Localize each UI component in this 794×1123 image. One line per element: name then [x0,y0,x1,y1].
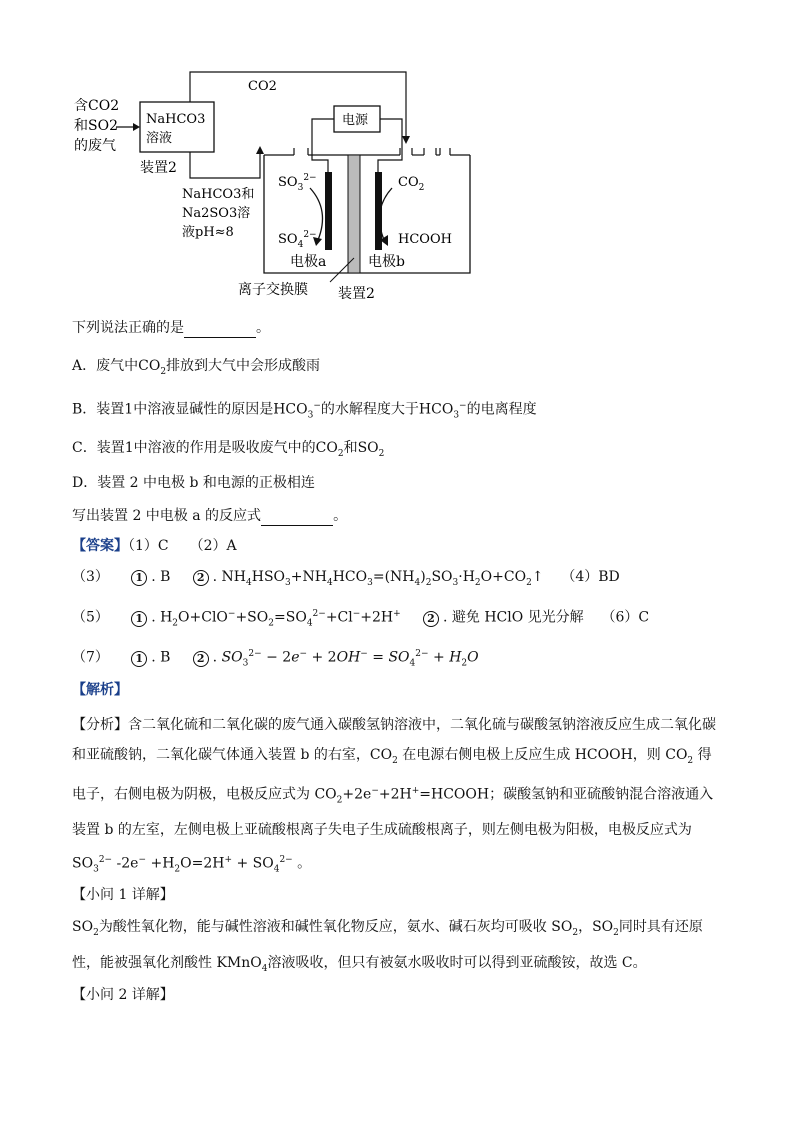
so3-label: $SO_3^{2-}$ [278,173,317,193]
waste-gas-label-3: 的废气 [74,138,116,154]
option-c: C．装置1中溶液的作用是吸收废气中的$CO_2$和$SO_2$ [72,440,385,459]
mix-label-3: 液pH≈8 [182,225,234,240]
waste-gas-label-1: 含CO2 [74,98,120,114]
electrode-a-label: 电极a [290,254,327,270]
answer-label: 【答案】 [72,538,128,554]
electrolysis-diagram [60,60,500,305]
so4-label: $SO_4^{2-}$ [278,230,317,250]
box-label-2: 溶液 [146,131,173,146]
device-label-bottom: 装置2 [338,286,375,302]
answer-line-4: （7） 1 . B 2 . $SO_3^{2-} - 2e^- + 2OH^- = SO_4^{2-} + H_2O$ [72,649,479,669]
hcooh-label: HCOOH [398,232,452,247]
waste-gas-label-2: 和SO2 [74,118,118,134]
box-label-1: NaHCO3 [146,112,206,127]
membrane-label: 离子交换膜 [238,282,308,298]
question-prompt: 下列说法正确的是 。 [72,320,270,336]
answer-line-2: （3） 1 . B 2 . $NH_4HSO_3+NH_4HCO_3=(NH_4)_2SO_3\cdot H_2O+CO_2↑$ （4）BD [72,569,620,588]
mix-label-2: Na2SO3溶 [182,206,251,221]
option-d: D．装置 2 中电极 b 和电源的正极相连 [72,475,315,491]
analysis-paragraph-2: $SO_2$为酸性氧化物，能与碱性溶液和碱性氧化物反应，氨水、碱石灰均可吸收 $SO_2$，$SO_2$同时具有还原性，能被强氧化剂酸性 KMnO$_4$溶液吸收，但只有被氨水吸收时可以得到亚硫酸铵，故选 C。 [72,919,703,974]
power-source-label: 电源 [342,113,369,128]
ion-exchange-membrane [348,155,360,273]
answer-line-1: 【答案】（1）C （2）A [72,538,237,554]
analysis-label: 【解析】 [72,682,128,698]
co2-top-label: CO2 [248,79,277,94]
mix-label-1: NaHCO3和 [182,187,255,202]
analysis-paragraph-1: 【分析】含二氧化硫和二氧化碳的废气通入碳酸氢钠溶液中，二氧化硫与碳酸氢钠溶液反应生成二氧化碳和亚硫酸钠，二氧化碳气体通入装置 b 的右室，$CO_2$ 在电源右侧电极上反应生成 HCOOH，则 $CO_2$ 得电子，右侧电极为阴极，电极反应式为 $CO_2+2e^-+2H^+=HCOOH$；碳酸氢钠和亚硫酸钠混合溶液通入装置 b 的左室，左侧电极上亚硫酸根离子失电子生成硫酸根离子，则左侧电极为阳极，电极反应式为 $SO_3^{2-}$ $-2e^- +H_2O=2H^+ + SO_4^{2-}$ 。 [72,717,716,875]
option-b: B．装置1中溶液显碱性的原因是$HCO_3^-$的水解程度大于$HCO_3^-$的电离程度 [72,401,537,421]
option-a: A．废气中$CO_2$排放到大气中会形成酸雨 [72,358,321,377]
device-label-left: 装置2 [140,160,177,176]
electrode-a [325,172,332,250]
subquestion-2-heading: 【小问 2 详解】 [72,987,174,1003]
electrode-b-label: 电极b [368,254,405,270]
answer-line-3: （5） 1 . $H_2O+ClO^-+SO_2=SO_4^{2-}+Cl^-+2H^+$ 2 . 避免 HClO 见光分解 （6）C [72,609,650,629]
co2-right-label: $CO_2$ [398,175,425,193]
electrode-b [375,172,382,250]
write-prompt: 写出装置 2 中电极 a 的反应式 。 [72,508,348,524]
subquestion-1-heading: 【小问 1 详解】 [72,887,174,903]
